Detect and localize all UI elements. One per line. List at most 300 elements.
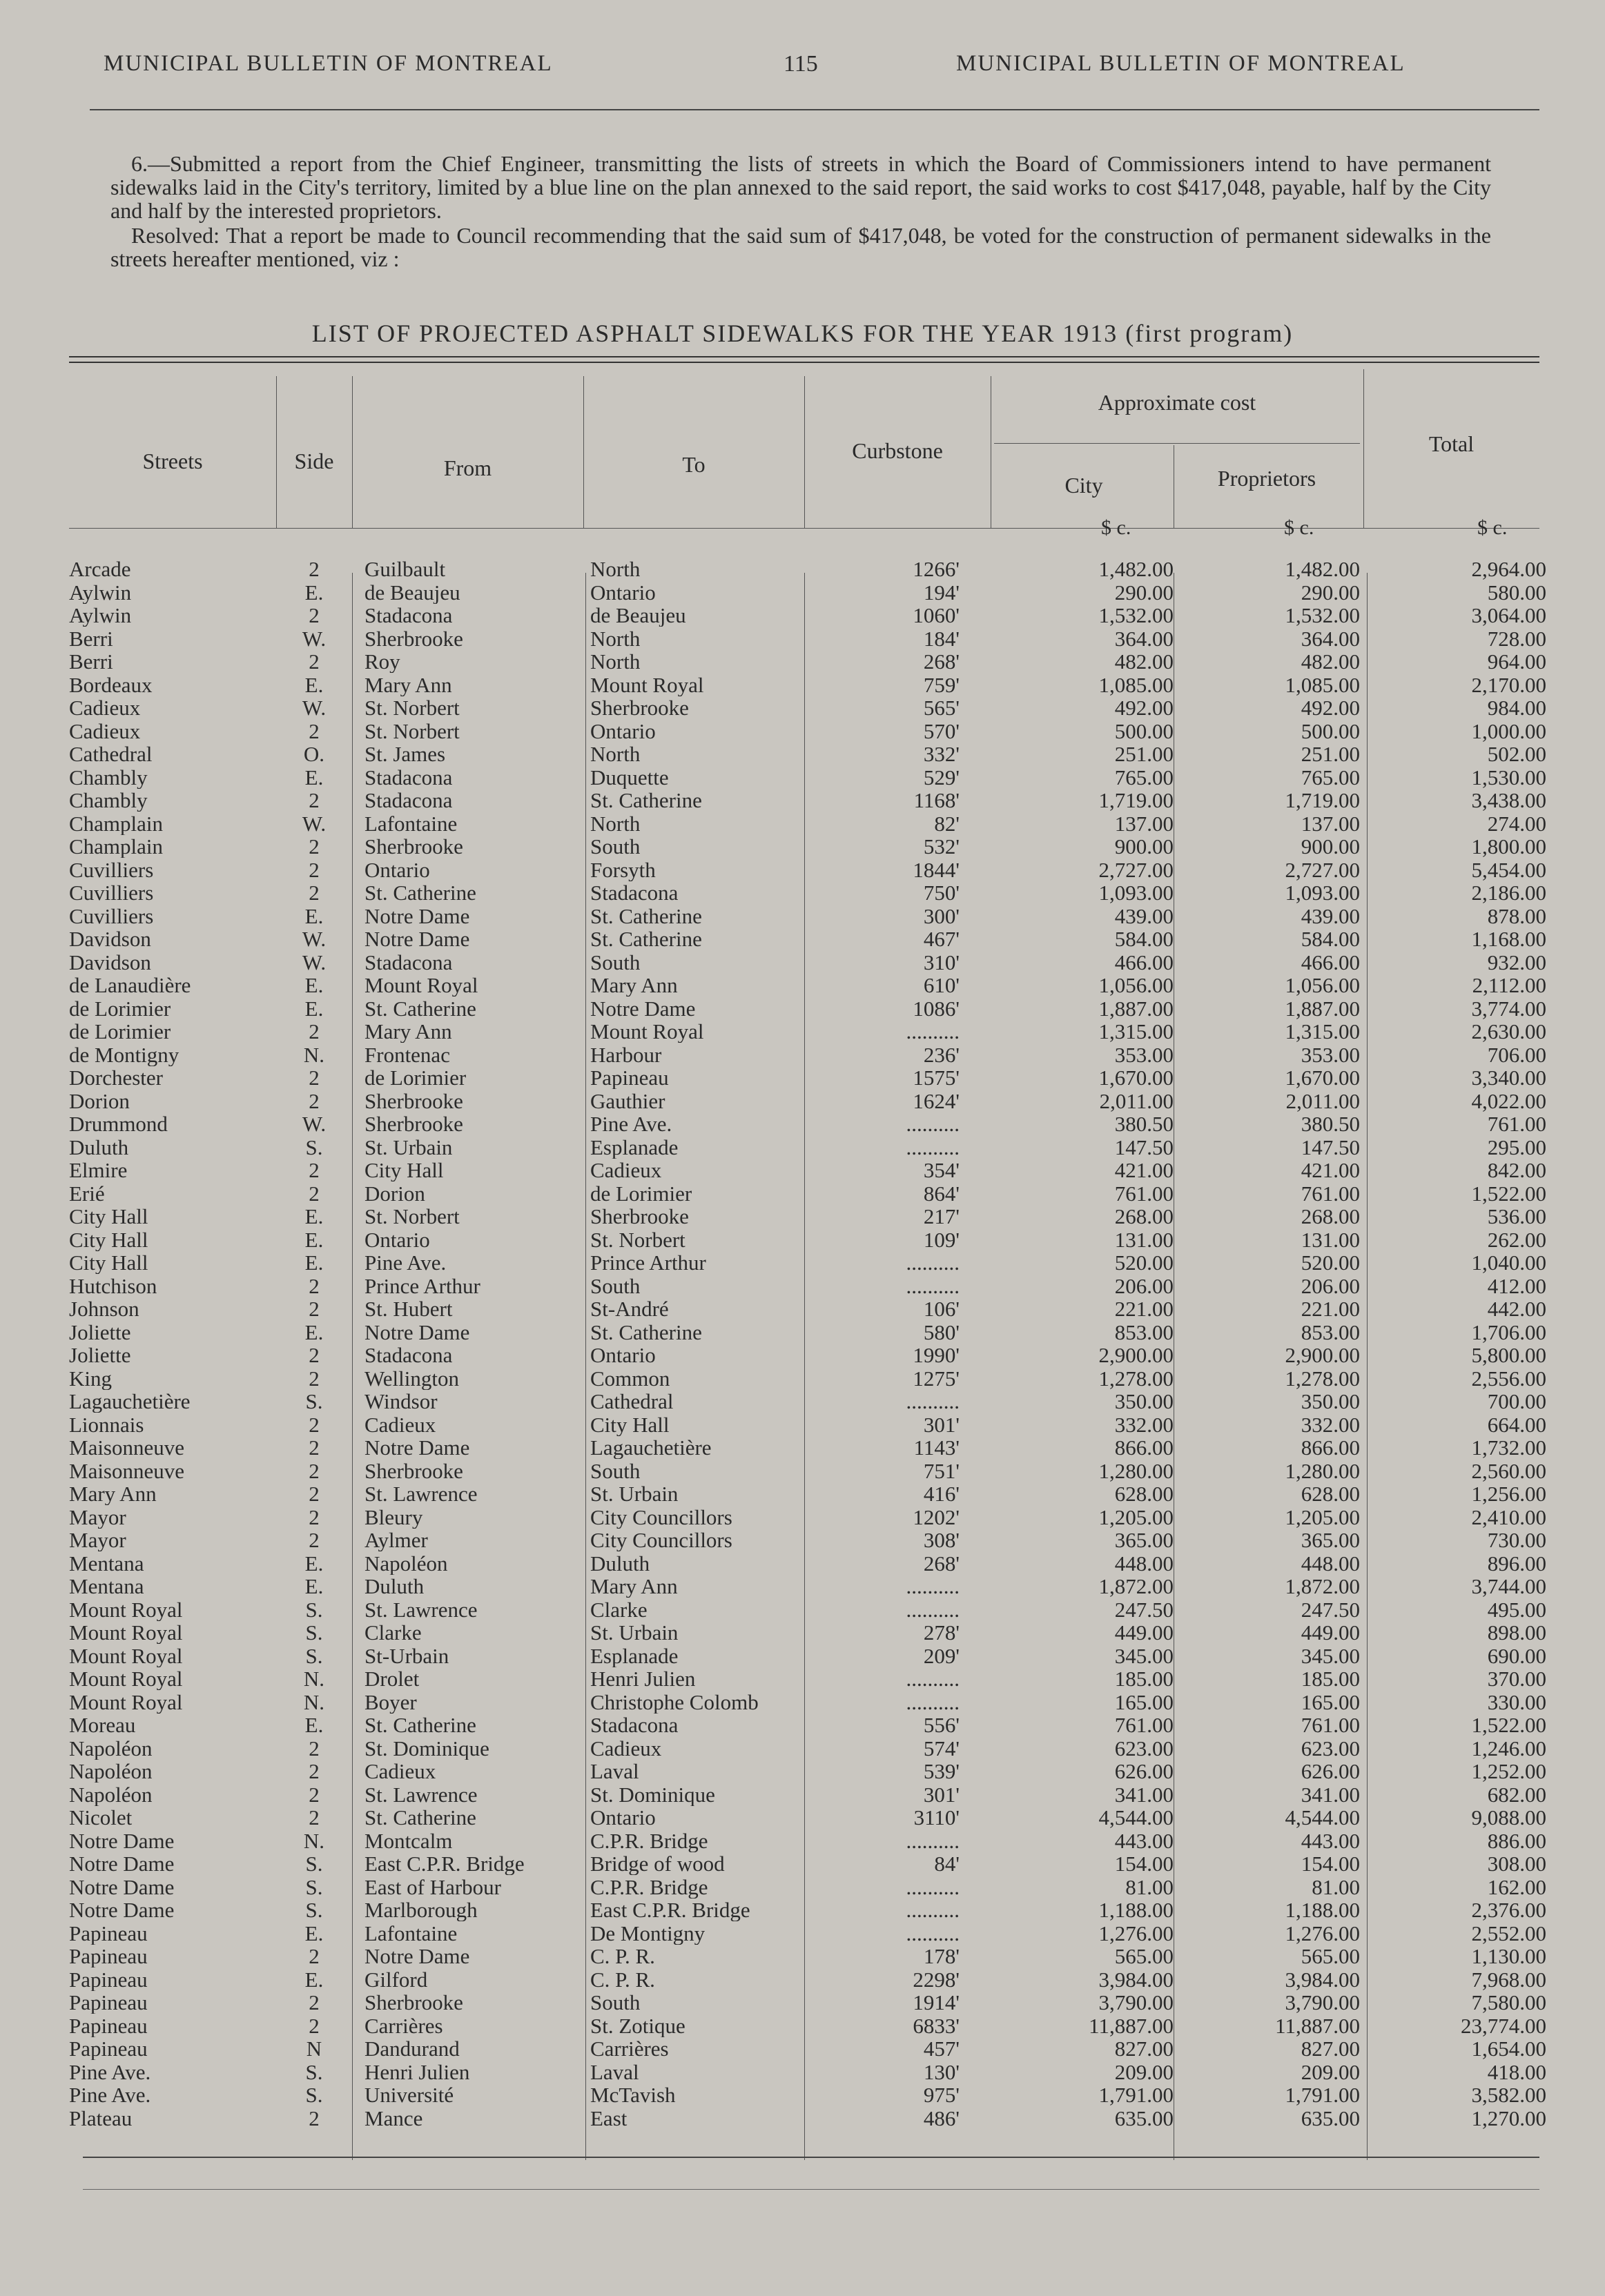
from-cell: Mary Ann — [364, 1020, 452, 1043]
total-cost-cell: 682.00 — [1487, 1783, 1546, 1806]
table-row — [0, 743, 1605, 766]
street-cell: Maisonneuve — [69, 1459, 185, 1482]
city-cost-cell: 443.00 — [1114, 1829, 1174, 1852]
proprietors-cost-cell: 364.00 — [1301, 627, 1360, 650]
street-cell: Cathedral — [69, 743, 153, 765]
street-cell: Drummond — [69, 1112, 168, 1135]
from-cell: St. Norbert — [364, 696, 460, 719]
city-cost-cell: 154.00 — [1114, 1852, 1174, 1875]
curbstone-cell: 354' — [923, 1159, 960, 1181]
from-cell: Prince Arthur — [364, 1274, 480, 1297]
total-cost-cell: 262.00 — [1487, 1228, 1546, 1251]
curbstone-cell: 178' — [923, 1945, 960, 1968]
proprietors-cost-cell: 380.50 — [1301, 1112, 1360, 1135]
curbstone-cell: 1168' — [913, 789, 960, 812]
table-row — [0, 1482, 1605, 1506]
proprietors-cost-cell: 421.00 — [1301, 1159, 1360, 1181]
table-row — [0, 1367, 1605, 1391]
table-row — [0, 1159, 1605, 1182]
col-header-streets: Streets — [142, 449, 203, 473]
table-row — [0, 1066, 1605, 1090]
proprietors-cost-cell: 2,011.00 — [1285, 1089, 1360, 1112]
curbstone-cell: 1266' — [913, 558, 960, 580]
side-cell: 2 — [309, 1482, 320, 1505]
table-row — [0, 1251, 1605, 1275]
total-cost-cell: 664.00 — [1487, 1413, 1546, 1436]
curbstone-cell: 310' — [923, 950, 960, 974]
table-row — [0, 1691, 1605, 1714]
proprietors-cost-cell: 1,188.00 — [1285, 1898, 1360, 1921]
proprietors-cost-cell: 584.00 — [1301, 928, 1360, 950]
table-row — [0, 650, 1605, 674]
from-cell: Clarke — [364, 1621, 422, 1644]
table-row — [0, 1829, 1605, 1853]
curbstone-cell: 457' — [923, 2037, 960, 2060]
to-cell: Ontario — [590, 1344, 656, 1366]
city-cost-cell: 137.00 — [1114, 812, 1174, 835]
side-cell: N. — [303, 1043, 325, 1066]
table-row — [0, 1968, 1605, 1992]
street-cell: Lagauchetière — [69, 1390, 191, 1413]
city-cost-cell: 449.00 — [1114, 1621, 1174, 1644]
side-cell: 2 — [309, 1066, 320, 1089]
proprietors-cost-cell: 500.00 — [1301, 719, 1360, 743]
city-cost-cell: 853.00 — [1114, 1320, 1174, 1344]
street-cell: Mary Ann — [69, 1482, 157, 1505]
side-cell: 2 — [309, 1089, 320, 1112]
total-cost-cell: 896.00 — [1487, 1551, 1546, 1575]
curbstone-cell: 1624' — [913, 1089, 960, 1112]
curbstone-cell: 106' — [923, 1297, 960, 1320]
side-cell: W. — [302, 812, 327, 835]
city-cost-cell: 866.00 — [1114, 1436, 1174, 1459]
side-cell: W. — [302, 627, 327, 650]
proprietors-cost-cell: 443.00 — [1301, 1829, 1360, 1852]
side-cell: 2 — [309, 1783, 320, 1806]
curbstone-cell: 268' — [923, 650, 960, 673]
from-cell: Wellington — [364, 1366, 459, 1390]
street-cell: Lionnais — [69, 1413, 144, 1436]
page-number: 115 — [784, 51, 818, 77]
proprietors-cost-cell: 185.00 — [1301, 1667, 1360, 1690]
to-cell: Henri Julien — [590, 1667, 696, 1690]
total-cost-cell: 690.00 — [1487, 1644, 1546, 1667]
total-cost-cell: 442.00 — [1487, 1297, 1546, 1320]
city-cost-cell: 165.00 — [1114, 1690, 1174, 1714]
from-cell: Carrières — [364, 2014, 443, 2037]
side-cell: E. — [304, 1575, 324, 1598]
total-cost-cell: 2,556.00 — [1471, 1366, 1546, 1390]
to-cell: Lagauchetière — [590, 1436, 712, 1459]
street-cell: Nicolet — [69, 1806, 133, 1829]
city-cost-cell: 1,276.00 — [1098, 1921, 1174, 1945]
street-cell: Plateau — [69, 2106, 133, 2130]
city-cost-cell: 520.00 — [1114, 1251, 1174, 1274]
to-cell: St. Zotique — [590, 2014, 685, 2037]
col-header-approx-cost: Approximate cost — [1098, 390, 1256, 415]
side-cell: E. — [304, 1228, 324, 1251]
table-row — [0, 881, 1605, 905]
table-row — [0, 1506, 1605, 1529]
side-cell: 2 — [309, 1806, 320, 1829]
total-cost-cell: 412.00 — [1487, 1274, 1546, 1297]
city-cost-cell: 565.00 — [1114, 1945, 1174, 1968]
from-cell: Roy — [364, 650, 400, 673]
proprietors-cost-cell: 147.50 — [1301, 1135, 1360, 1159]
proprietors-cost-cell: 2,900.00 — [1285, 1344, 1360, 1366]
curbstone-cell: .......... — [906, 1575, 960, 1598]
street-cell: Duluth — [69, 1135, 129, 1159]
to-cell: Esplanade — [590, 1135, 679, 1159]
curbstone-cell: 556' — [923, 1714, 960, 1736]
curbstone-cell: 975' — [923, 2083, 960, 2106]
proprietors-cost-cell: 3,984.00 — [1285, 1968, 1360, 1991]
to-cell: Papineau — [590, 1066, 669, 1089]
street-cell: Cadieux — [69, 719, 141, 743]
side-cell: 2 — [309, 1945, 320, 1968]
proprietors-cost-cell: 209.00 — [1301, 2060, 1360, 2083]
to-cell: C. P. R. — [590, 1945, 655, 1968]
city-cost-cell: 827.00 — [1114, 2037, 1174, 2060]
city-cost-cell: 353.00 — [1114, 1043, 1174, 1066]
from-cell: East C.P.R. Bridge — [364, 1852, 525, 1875]
side-cell: 2 — [309, 1020, 320, 1043]
total-cost-cell: 3,582.00 — [1471, 2083, 1546, 2106]
to-cell: St. Catherine — [590, 904, 702, 928]
to-cell: South — [590, 1459, 641, 1482]
table-bottom-rule — [83, 2157, 1539, 2158]
street-cell: Cuvilliers — [69, 858, 154, 881]
to-cell: de Lorimier — [590, 1181, 692, 1205]
proprietors-cost-cell: 492.00 — [1301, 696, 1360, 719]
city-cost-cell: 147.50 — [1114, 1135, 1174, 1159]
curbstone-cell: 532' — [923, 835, 960, 858]
city-cost-cell: 247.50 — [1114, 1598, 1174, 1621]
city-cost-cell: 380.50 — [1114, 1112, 1174, 1135]
street-cell: Berri — [69, 650, 113, 673]
total-cost-cell: 536.00 — [1487, 1205, 1546, 1228]
street-cell: Joliette — [69, 1344, 131, 1366]
city-cost-cell: 1,278.00 — [1098, 1366, 1174, 1390]
city-cost-cell: 1,315.00 — [1098, 1020, 1174, 1043]
from-cell: St. Norbert — [364, 719, 460, 743]
curbstone-cell: .......... — [906, 1598, 960, 1621]
to-cell: Cadieux — [590, 1159, 662, 1181]
side-cell: N — [306, 2037, 322, 2060]
to-cell: Duluth — [590, 1551, 650, 1575]
curbstone-cell: .......... — [906, 1112, 960, 1135]
curbstone-cell: 574' — [923, 1736, 960, 1760]
total-cost-cell: 5,800.00 — [1471, 1344, 1546, 1366]
curbstone-cell: 109' — [923, 1228, 960, 1251]
proprietors-cost-cell: 900.00 — [1301, 835, 1360, 858]
city-cost-cell: 3,984.00 — [1098, 1968, 1174, 1991]
total-cost-cell: 295.00 — [1487, 1135, 1546, 1159]
curbstone-cell: .......... — [906, 1390, 960, 1413]
proprietors-cost-cell: 466.00 — [1301, 950, 1360, 974]
proprietors-cost-cell: 3,790.00 — [1285, 1991, 1360, 2014]
curbstone-cell: 751' — [923, 1459, 960, 1482]
street-cell: Mount Royal — [69, 1644, 183, 1667]
from-cell: Mance — [364, 2106, 423, 2130]
table-row — [0, 1020, 1605, 1043]
city-cost-cell: 626.00 — [1114, 1760, 1174, 1783]
table-row — [0, 1737, 1605, 1760]
total-cost-cell: 9,088.00 — [1471, 1806, 1546, 1829]
to-cell: Ontario — [590, 580, 656, 604]
from-cell: Stadacona — [364, 1344, 453, 1366]
street-cell: City Hall — [69, 1205, 148, 1228]
from-cell: Sherbrooke — [364, 1112, 463, 1135]
total-cost-cell: 23,774.00 — [1461, 2014, 1546, 2037]
curbstone-cell: 1990' — [913, 1344, 960, 1366]
curbstone-cell: 1844' — [913, 858, 960, 881]
total-cost-cell: 842.00 — [1487, 1159, 1546, 1181]
table-top-rule — [69, 356, 1539, 357]
side-cell: E. — [304, 1714, 324, 1736]
side-cell: 2 — [309, 650, 320, 673]
to-cell: Common — [590, 1366, 670, 1390]
total-cost-cell: 898.00 — [1487, 1621, 1546, 1644]
city-cost-cell: 209.00 — [1114, 2060, 1174, 2083]
list-title: LIST OF PROJECTED ASPHALT SIDEWALKS FOR THE YEAR 1913 (first program) — [311, 320, 1294, 347]
curbstone-cell: 486' — [923, 2106, 960, 2130]
city-cost-cell: 365.00 — [1114, 1529, 1174, 1551]
city-cost-cell: 1,887.00 — [1098, 997, 1174, 1020]
from-cell: Sherbrooke — [364, 1089, 463, 1112]
to-cell: City Councillors — [590, 1505, 732, 1529]
city-cost-cell: 500.00 — [1114, 719, 1174, 743]
proprietors-cost-cell: 761.00 — [1301, 1181, 1360, 1205]
table-row — [0, 720, 1605, 743]
proprietors-cost-cell: 520.00 — [1301, 1251, 1360, 1274]
total-cost-cell: 2,170.00 — [1471, 673, 1546, 696]
proprietors-cost-cell: 11,887.00 — [1275, 2014, 1360, 2037]
from-cell: Stadacona — [364, 789, 453, 812]
street-cell: Cadieux — [69, 696, 141, 719]
proprietors-cost-cell: 154.00 — [1301, 1852, 1360, 1875]
side-cell: E. — [304, 673, 324, 696]
header-left: MUNICIPAL BULLETIN OF MONTREAL — [104, 51, 553, 76]
proprietors-cost-cell: 1,085.00 — [1285, 673, 1360, 696]
to-cell: Sherbrooke — [590, 1205, 689, 1228]
proprietors-cost-cell: 1,315.00 — [1285, 1020, 1360, 1043]
side-cell: E. — [304, 974, 324, 997]
total-cost-cell: 1,246.00 — [1471, 1736, 1546, 1760]
from-cell: de Lorimier — [364, 1066, 467, 1089]
city-cost-cell: 81.00 — [1125, 1875, 1174, 1898]
table-row — [0, 1228, 1605, 1252]
proprietors-cost-cell: 1,278.00 — [1285, 1366, 1360, 1390]
proprietors-cost-cell: 350.00 — [1301, 1390, 1360, 1413]
table-row — [0, 1344, 1605, 1367]
table-row — [0, 1390, 1605, 1413]
to-cell: South — [590, 950, 641, 974]
from-cell: Dorion — [364, 1181, 425, 1205]
side-cell: 2 — [309, 1181, 320, 1205]
street-cell: Mount Royal — [69, 1621, 183, 1644]
total-cost-cell: 2,376.00 — [1471, 1898, 1546, 1921]
side-cell: E. — [304, 1205, 324, 1228]
from-cell: Ontario — [364, 858, 430, 881]
street-cell: Notre Dame — [69, 1875, 175, 1898]
to-cell: North — [590, 558, 641, 580]
to-cell: Harbour — [590, 1043, 662, 1066]
curbstone-cell: 750' — [923, 881, 960, 904]
side-cell: 2 — [309, 1736, 320, 1760]
to-cell: St-André — [590, 1297, 669, 1320]
total-cost-cell: 1,270.00 — [1471, 2106, 1546, 2130]
total-cost-cell: 1,522.00 — [1471, 1714, 1546, 1736]
table-row — [0, 1667, 1605, 1691]
proprietors-cost-cell: 268.00 — [1301, 1205, 1360, 1228]
proprietors-cost-cell: 165.00 — [1301, 1690, 1360, 1714]
city-cost-cell: 628.00 — [1114, 1482, 1174, 1505]
from-cell: Montcalm — [364, 1829, 453, 1852]
to-cell: Clarke — [590, 1598, 648, 1621]
table-row — [0, 1991, 1605, 2014]
to-cell: Prince Arthur — [590, 1251, 706, 1274]
city-cost-cell: 1,093.00 — [1098, 881, 1174, 904]
curbstone-cell: .......... — [906, 1829, 960, 1852]
street-cell: Chambly — [69, 765, 148, 789]
table-row — [0, 604, 1605, 627]
table-row — [0, 1043, 1605, 1067]
side-cell: E. — [304, 580, 324, 604]
curbstone-cell: 308' — [923, 1529, 960, 1551]
side-cell: 2 — [309, 1297, 320, 1320]
to-cell: De Montigny — [590, 1921, 706, 1945]
curbstone-cell: 529' — [923, 765, 960, 789]
proprietors-cost-cell: 1,872.00 — [1285, 1575, 1360, 1598]
to-cell: Sherbrooke — [590, 696, 689, 719]
city-cost-cell: 421.00 — [1114, 1159, 1174, 1181]
proprietors-cost-cell: 448.00 — [1301, 1551, 1360, 1575]
total-cost-cell: 1,530.00 — [1471, 765, 1546, 789]
curbstone-cell: 84' — [934, 1852, 960, 1875]
col-header-to: To — [682, 452, 706, 477]
side-cell: 2 — [309, 1344, 320, 1366]
to-cell: Stadacona — [590, 1714, 679, 1736]
street-cell: de Montigny — [69, 1043, 179, 1066]
from-cell: St. Norbert — [364, 1205, 460, 1228]
proprietors-cost-cell: 1,532.00 — [1285, 604, 1360, 627]
curbstone-cell: 217' — [923, 1205, 960, 1228]
to-cell: St. Catherine — [590, 1320, 702, 1344]
street-cell: Champlain — [69, 812, 164, 835]
to-cell: Carrières — [590, 2037, 669, 2060]
table-row — [0, 1182, 1605, 1206]
curbstone-cell: 2298' — [913, 1968, 960, 1991]
total-cost-cell: 878.00 — [1487, 904, 1546, 928]
to-cell: Notre Dame — [590, 997, 696, 1020]
proprietors-cost-cell: 353.00 — [1301, 1043, 1360, 1066]
total-cost-cell: 308.00 — [1487, 1852, 1546, 1875]
header-right: MUNICIPAL BULLETIN OF MONTREAL — [956, 51, 1405, 76]
curbstone-cell: 1575' — [913, 1066, 960, 1089]
proprietors-cost-cell: 221.00 — [1301, 1297, 1360, 1320]
city-cost-cell: 761.00 — [1114, 1714, 1174, 1736]
from-cell: de Beaujeu — [364, 580, 460, 604]
to-cell: de Beaujeu — [590, 604, 686, 627]
city-cost-cell: 765.00 — [1114, 765, 1174, 789]
to-cell: Mount Royal — [590, 673, 704, 696]
to-cell: St. Dominique — [590, 1783, 715, 1806]
street-cell: de Lorimier — [69, 997, 171, 1020]
street-cell: Hutchison — [69, 1274, 157, 1297]
from-cell: St. Catherine — [364, 1714, 476, 1736]
unit-total: $ c. — [1477, 516, 1508, 539]
street-cell: Davidson — [69, 950, 151, 974]
table-row — [0, 974, 1605, 997]
to-cell: C. P. R. — [590, 1968, 655, 1991]
total-cost-cell: 2,630.00 — [1471, 1020, 1546, 1043]
to-cell: St. Catherine — [590, 928, 702, 950]
proprietors-cost-cell: 247.50 — [1301, 1598, 1360, 1621]
total-cost-cell: 330.00 — [1487, 1690, 1546, 1714]
side-cell: 2 — [309, 881, 320, 904]
from-cell: Sherbrooke — [364, 1459, 463, 1482]
from-cell: St. Hubert — [364, 1297, 453, 1320]
curbstone-cell: 1275' — [913, 1366, 960, 1390]
total-cost-cell: 728.00 — [1487, 627, 1546, 650]
table-row — [0, 2037, 1605, 2061]
street-cell: Papineau — [69, 1968, 148, 1991]
city-cost-cell: 185.00 — [1114, 1667, 1174, 1690]
city-cost-cell: 900.00 — [1114, 835, 1174, 858]
total-cost-cell: 2,186.00 — [1471, 881, 1546, 904]
side-cell: E. — [304, 997, 324, 1020]
street-cell: Cuvilliers — [69, 904, 154, 928]
street-cell: Aylwin — [69, 580, 132, 604]
street-cell: Mayor — [69, 1529, 126, 1551]
table-row — [0, 1575, 1605, 1598]
table-row — [0, 1783, 1605, 1807]
street-cell: Papineau — [69, 1921, 148, 1945]
proprietors-cost-cell: 341.00 — [1301, 1783, 1360, 1806]
from-cell: Bleury — [364, 1505, 423, 1529]
from-cell: Notre Dame — [364, 928, 470, 950]
proprietors-cost-cell: 449.00 — [1301, 1621, 1360, 1644]
curbstone-cell: 236' — [923, 1043, 960, 1066]
col-header-city: City — [1064, 473, 1103, 498]
curbstone-cell: .......... — [906, 1690, 960, 1714]
from-cell: Université — [364, 2083, 454, 2106]
table-row — [0, 1090, 1605, 1113]
side-cell: W. — [302, 950, 327, 974]
proprietors-cost-cell: 332.00 — [1301, 1413, 1360, 1436]
proprietors-cost-cell: 345.00 — [1301, 1644, 1360, 1667]
table-row — [0, 2061, 1605, 2084]
to-cell: Ontario — [590, 1806, 656, 1829]
from-cell: Frontenac — [364, 1043, 450, 1066]
city-cost-cell: 1,482.00 — [1098, 558, 1174, 580]
city-cost-cell: 345.00 — [1114, 1644, 1174, 1667]
curbstone-cell: .......... — [906, 1898, 960, 1921]
street-cell: Chambly — [69, 789, 148, 812]
proprietors-cost-cell: 1,280.00 — [1285, 1459, 1360, 1482]
street-cell: Notre Dame — [69, 1829, 175, 1852]
table-row — [0, 558, 1605, 581]
to-cell: Mary Ann — [590, 1575, 678, 1598]
to-cell: Stadacona — [590, 881, 679, 904]
street-cell: Davidson — [69, 928, 151, 950]
proprietors-cost-cell: 81.00 — [1312, 1875, 1360, 1898]
from-cell: Napoléon — [364, 1551, 448, 1575]
side-cell: S. — [305, 1598, 323, 1621]
city-cost-cell: 341.00 — [1114, 1783, 1174, 1806]
total-cost-cell: 1,522.00 — [1471, 1181, 1546, 1205]
